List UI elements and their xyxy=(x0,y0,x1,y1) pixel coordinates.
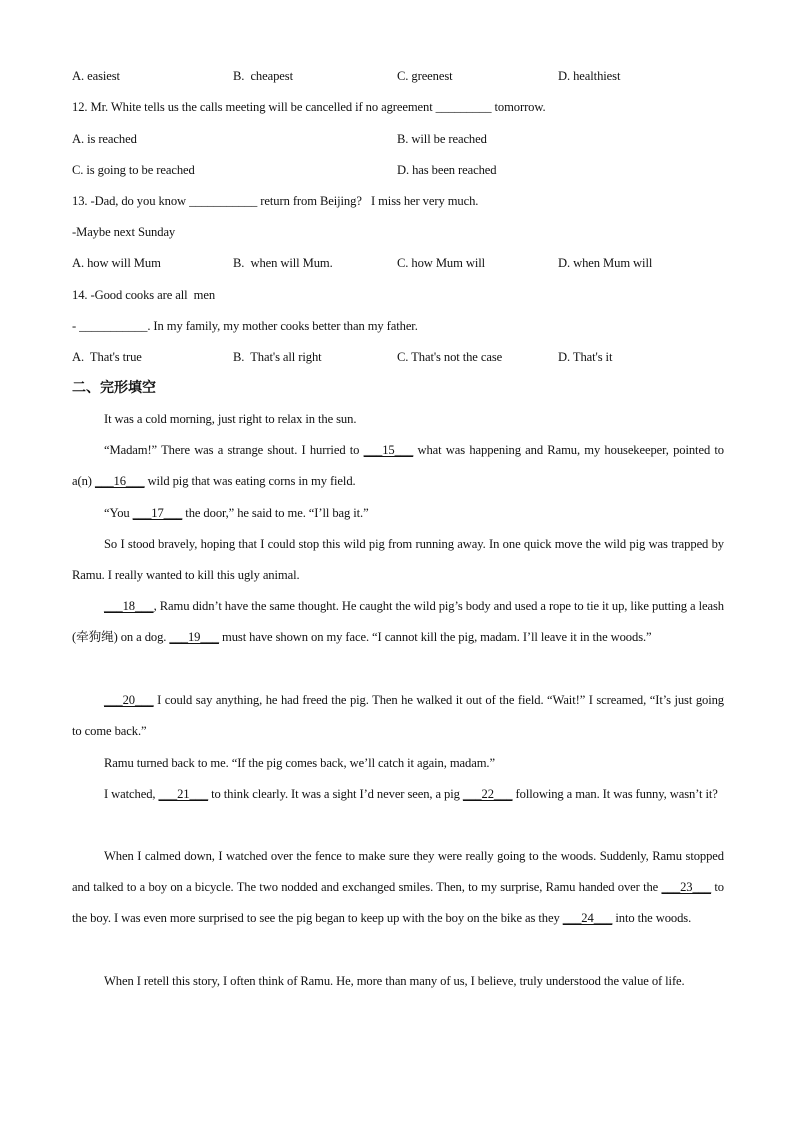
q13-reply: -Maybe next Sunday xyxy=(72,225,176,239)
blank-18: ___18___ xyxy=(104,599,154,613)
passage-paragraph-9: When I calmed down, I watched over the fence to make sure they were really going to the woods. Suddenly, Ramu stopped and talked to a boy on a bicycle. The two nodded and exchanged smiles. Then, to my surprise, Ramu handed over the ___23___ to the boy. I was even more surprised to see the pig began to keep up with the boy on the bike as they ___24___ into the woods. xyxy=(72,849,724,926)
q14-option-a: A. That's true xyxy=(72,350,142,364)
q11-option-c: C. greenest xyxy=(397,69,453,83)
q14-stem: 14. -Good cooks are all men xyxy=(72,288,216,302)
q12-stem: 12. Mr. White tells us the calls meeting will be cancelled if no agreement _________ tomorrow. xyxy=(72,100,546,114)
passage-paragraph-5: ___18___, Ramu didn’t have the same thought. He caught the wild pig’s body and used a rope to tie it up, like putting a leash (牵狗绳) on a dog. ___19___ must have shown on my face. “I cannot kill the pig, madam. I’ll leave it in the woods.” xyxy=(72,599,724,645)
blank-24: ___24___ xyxy=(562,911,613,926)
blank-21: ___21___ xyxy=(158,787,209,801)
q14-option-b: B. That's all right xyxy=(233,350,322,364)
q13-option-c: C. how Mum will xyxy=(397,256,486,270)
q14-blank: ___________ xyxy=(79,319,148,333)
blank-22: ___22___ xyxy=(462,787,513,801)
section-heading: 二、完形填空 xyxy=(72,380,156,396)
q14-reply: - ___________. In my family, my mother cooks better than my father. xyxy=(72,319,418,333)
blank-23: ___23___ xyxy=(661,880,712,895)
q12-blank: _________ xyxy=(435,100,492,114)
q13-option-a: A. how will Mum xyxy=(72,256,161,270)
q11-option-d: D. healthiest xyxy=(558,69,621,83)
q12-option-d: D. has been reached xyxy=(397,163,497,177)
passage-paragraph-10: When I retell this story, I often think of Ramu. He, more than many of us, I believe, truly understood the value of life. xyxy=(104,974,685,988)
blank-19: ___19___ xyxy=(169,630,219,645)
q14-option-d: D. That's it xyxy=(558,350,613,364)
blank-17: ___17___ xyxy=(132,506,183,520)
passage-paragraph-7: Ramu turned back to me. “If the pig comes back, we’ll catch it again, madam.” xyxy=(104,756,495,770)
q13-option-b: B. when will Mum. xyxy=(233,256,333,270)
q11-option-a: A. easiest xyxy=(72,69,120,83)
passage-paragraph-6: ___20___ I could say anything, he had freed the pig. Then he walked it out of the field. “Wait!” I screamed, “It’s just going to come back.” xyxy=(72,693,724,739)
q12-option-c: C. is going to be reached xyxy=(72,163,195,177)
passage-paragraph-1: It was a cold morning, just right to relax in the sun. xyxy=(104,412,357,426)
q13-blank: ___________ xyxy=(189,194,258,208)
q12-option-a: A. is reached xyxy=(72,132,137,146)
blank-16: ___16___ xyxy=(94,474,145,489)
passage-paragraph-2: “Madam!” There was a strange shout. I hurried to ___15___ what was happening and Ramu, my housekeeper, pointed to a(n) ___16___ wild pig that was eating corns in my field. xyxy=(72,443,724,489)
q13-option-d: D. when Mum will xyxy=(558,256,653,270)
q12-option-b: B. will be reached xyxy=(397,132,487,146)
passage-paragraph-8: I watched, ___21___ to think clearly. It was a sight I’d never seen, a pig ___22___ following a man. It was funny, wasn’t it? xyxy=(104,787,718,801)
blank-15: ___15___ xyxy=(363,443,414,457)
blank-20: ___20___ xyxy=(104,693,154,707)
passage-paragraph-4: So I stood bravely, hoping that I could stop this wild pig from running away. In one quick move the wild pig was trapped by Ramu. I really wanted to kill this ugly animal. xyxy=(72,537,724,583)
q11-option-b: B. cheapest xyxy=(233,69,293,83)
passage-paragraph-3: “You ___17___ the door,” he said to me. “I’ll bag it.” xyxy=(104,506,369,520)
q14-option-c: C. That's not the case xyxy=(397,350,503,364)
q13-stem: 13. -Dad, do you know ___________ return from Beijing? I miss her very much. xyxy=(72,194,479,208)
